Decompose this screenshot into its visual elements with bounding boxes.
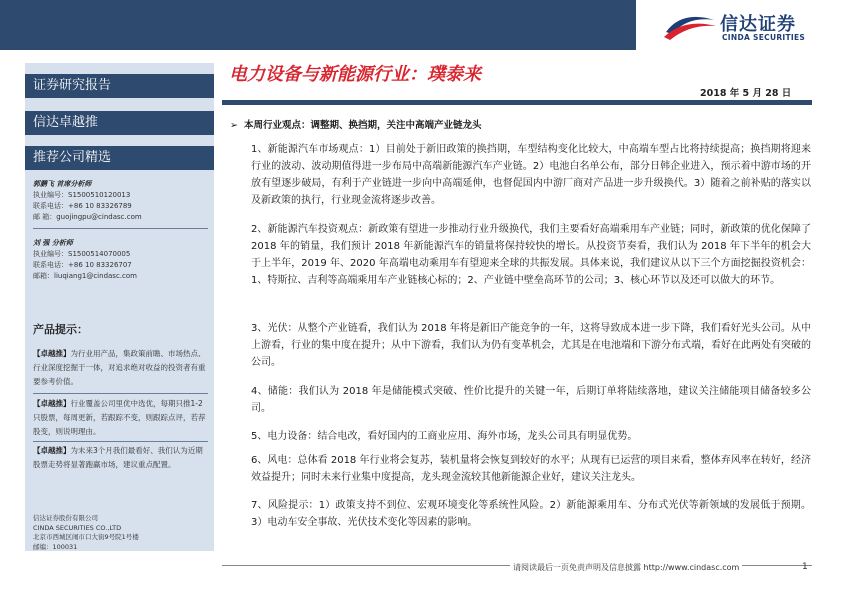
company-info (33, 514, 139, 552)
report-title: 电力设备与新能源行业：璞泰来 (229, 64, 481, 85)
paragraph-power-equipment: 5、电力设备：结合电改，看好国内的工商业应用、海外市场，龙头公司具有明显优势。 (251, 431, 638, 442)
analyst-email: 邮箱：liuqiang1@cindasc.com (33, 272, 137, 280)
tip-text: 为行业用产品，集政策前瞻、市场热点、行业深度挖掘于一体，对追求绝对收益的投资者有重要参考价值。 (33, 349, 206, 386)
viewpoint-text: 本周行业观点：调整期、换挡期，关注中高端产业链龙头 (243, 120, 482, 131)
analyst-name: 刘 强 分析师 (33, 239, 73, 247)
cinda-logo-icon (662, 12, 718, 42)
sidebar-header-picks: 推荐公司精选 (25, 146, 214, 170)
sidebar-header-excellent: 信达卓越推 (25, 111, 214, 135)
company-name-cn: 信达证券股份有限公司 (33, 514, 98, 522)
title-underline (222, 100, 812, 105)
analyst-1 (33, 179, 142, 223)
tip-3 (33, 444, 209, 472)
tip-text: 为未来3个月我们最看好、我们认为近期股票走势将显著跑赢市场，建议重点配置。 (33, 446, 203, 469)
tip-label: 【卓越推】 (33, 349, 71, 358)
sidebar-header-report: 证券研究报告 (25, 74, 214, 98)
viewpoint-heading (230, 117, 481, 131)
analyst-phone: 联系电话：+86 10 83326789 (33, 202, 132, 210)
header-bar (0, 0, 636, 50)
arrow-right-icon: ➢ (230, 120, 238, 131)
tip-1 (33, 347, 209, 389)
tip-label: 【卓越推】 (33, 446, 71, 455)
paragraph-ev-investment: 2、新能源汽车投资观点：新政策有望进一步推动行业升级换代，我们主要看好高端乘用车产业链；同时，新政策的优化保障了 2018 年的销量，我们预计 2018 年新能源汽车的销量将保持较快的增长。从投资节奏看，我们认为 2018 年下半年的机会大于上半年，2019 年、2020 年高端电动乘用车有望迎来全球的共振发展。具体来说，我们建议从以下三个方面挖掘投资机会：1、特斯拉、吉利等高端乘用车产业链核心标的；2、产业链中壁垒高环节的公司；3、核心环节以及还可以做大的环节。 (251, 224, 811, 286)
paragraph-ev-market: 1、新能源汽车市场观点：1）目前处于新旧政策的换挡期，车型结构变化比较大，中高端车型占比将持续提高；换挡期将迎来行业的波动、波动期值得进一步布局中高端新能源汽车产业链。2）电池白名单公布，部分日韩企业进入，预示着中游市场的开放有望逐步破局，有利于产业链进一步向中高端延伸，也督促国内中游厂商对产品进一步升级换代。3）随着之前补贴的落实以及新政策的执行，行业现金流将逐步改善。 (251, 144, 811, 206)
company-address: 北京市西城区闹市口大街9号院1号楼 (33, 533, 139, 541)
paragraph-storage: 4、储能：我们认为 2018 年是储能模式突破、性价比提升的关键一年，后期订单将陆续落地，建议关注储能项目储备较多公司。 (251, 386, 811, 414)
report-date: 2018 年 5 月 28 日 (700, 88, 792, 99)
tip-2 (33, 397, 209, 439)
brand-name-en: CINDA SECURITIES (722, 33, 806, 42)
tip-text: 行业覆盖公司里优中选优，每期只推1-2只股票，每周更新，若跟踪不变，则跟踪点评，若荐股变，则说明理由。 (33, 399, 206, 436)
tip-divider (33, 393, 208, 394)
analyst-cert: 执业编号：S1500510120013 (33, 191, 131, 199)
tip-label: 【卓越推】 (33, 399, 71, 408)
analyst-2 (33, 238, 137, 282)
brand-name-cn: 信达证券 (720, 14, 796, 35)
paragraph-wind: 6、风电：总体看 2018 年行业将会复苏，装机量将会恢复到较好的水平；从现有已运营的项目来看，整体弃风率在转好，经济效益提升；同时未来行业集中度提高，龙头现金流较其他新能源企业好，建议关注龙头。 (251, 455, 811, 483)
analyst-phone: 联系电话：+86 10 83326707 (33, 261, 132, 269)
analyst-cert: 执业编号：S1500514070005 (33, 250, 131, 258)
sidebar (25, 63, 214, 551)
analyst-divider (33, 228, 208, 229)
analyst-name: 郭鹏飞 首席分析师 (33, 180, 92, 188)
company-postcode: 邮编：100031 (33, 542, 78, 551)
analyst-email: 邮 箱：guojingpu@cindasc.com (33, 213, 142, 221)
tips-title: 产品提示： (33, 323, 88, 336)
footer-disclaimer: 请阅读最后一页免责声明及信息披露 http://www.cindasc.com (510, 562, 742, 573)
page-number: 1 (802, 562, 808, 572)
paragraph-pv: 3、光伏：从整个产业链看，我们认为 2018 年将是新旧产能竞争的一年，这将导致成本进一步下降，我们看好光头公司。从中上游看，行业的集中度在提升；从中下游看，我们认为仍有变革机会，尤其是在电池端和下游分布式端，看好在此两处有突破的公司。 (251, 323, 811, 368)
brand-logo (662, 6, 837, 46)
paragraph-risk: 7、风险提示：1）政策支持不到位、宏观环境变化等系统性风险。2）新能源乘用车、分布式光伏等新领域的发展低于预期。3）电动车安全事故、光伏技术变化等因素的影响。 (251, 500, 811, 528)
company-name-en: CINDA SECURITIES CO.,LTD (33, 523, 122, 532)
tip-divider (33, 441, 208, 442)
